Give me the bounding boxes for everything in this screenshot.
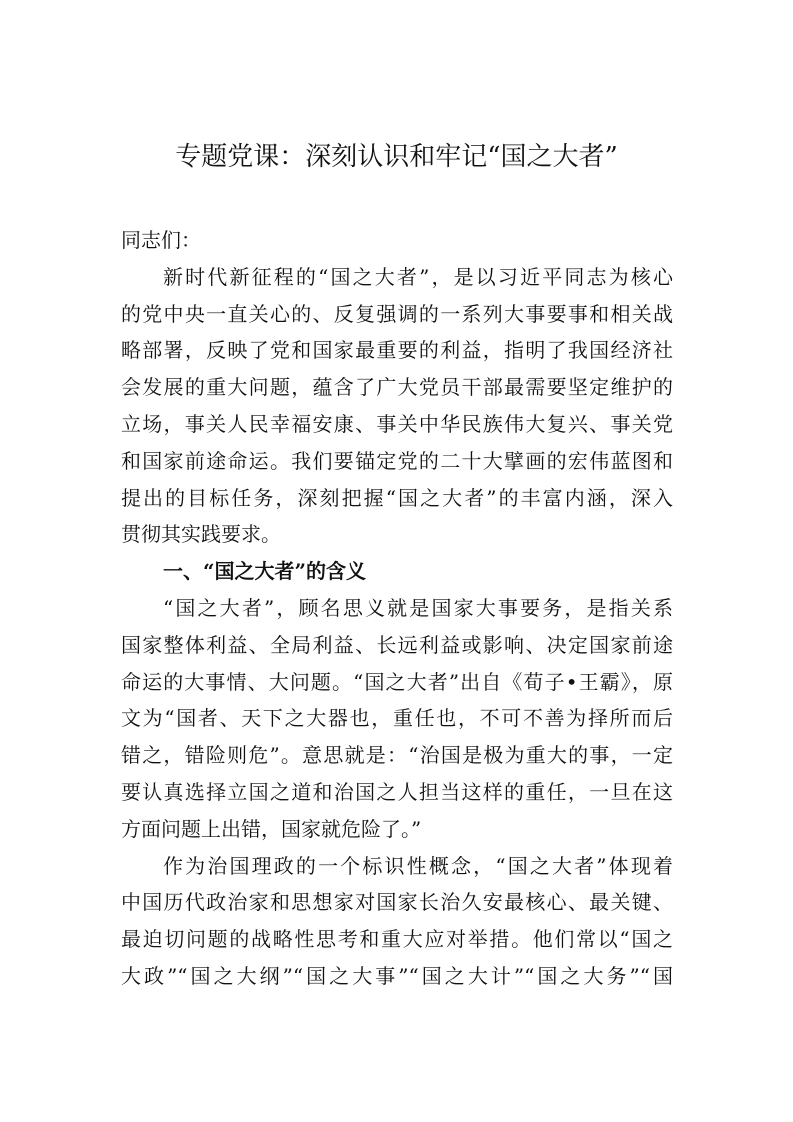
text-line: 作为治国理政的一个标识性概念，“国之大者”体现着 — [163, 853, 673, 878]
text-line: 新时代新征程的“国之大者”，是以习近平同志为核心 — [163, 264, 673, 289]
text-line: 和国家前途命运。我们要锚定党的二十大擘画的宏伟蓝图和 — [121, 448, 673, 473]
text-line: 要认真选择立国之道和治国之人担当这样的重任，一旦在这 — [121, 779, 673, 804]
text-line: 命运的大事情、大问题。“国之大者”出自《荀子•王霸》，原 — [121, 669, 673, 694]
document-body — [121, 222, 673, 995]
text-line: 的党中央一直关心的、反复强调的一系列大事要事和相关战 — [121, 301, 673, 326]
section-heading: 一、“国之大者”的含义 — [163, 559, 367, 584]
document-title: 专题党课：深刻认识和牢记“国之大者” — [175, 142, 618, 172]
text-line: 国家整体利益、全局利益、长远利益或影响、决定国家前途 — [121, 632, 673, 657]
text-line: 贯彻其实践要求。 — [121, 522, 281, 547]
text-line: 略部署，反映了党和国家最重要的利益，指明了我国经济社 — [121, 338, 673, 363]
text-line: 大政”“国之大纲”“国之大事”“国之大计”“国之大务”“国 — [121, 963, 673, 988]
text-line: 文为“国者、天下之大器也，重任也，不可不善为择所而后 — [121, 706, 673, 731]
text-line: 会发展的重大问题，蕴含了广大党员干部最需要坚定维护的 — [121, 375, 673, 400]
paragraph-concept — [121, 848, 673, 995]
salutation: 同志们： — [121, 228, 201, 252]
text-line: 错之，错险则危”。意思就是：“治国是极为重大的事，一定 — [121, 743, 673, 768]
text-line: 立场，事关人民幸福安康、事关中华民族伟大复兴、事关党 — [121, 411, 673, 436]
text-line: 方面问题上出错，国家就危险了。” — [121, 816, 422, 841]
paragraph-meaning — [121, 590, 673, 848]
text-line: “国之大者”，顾名思义就是国家大事要务，是指关系 — [163, 595, 673, 620]
text-line: 中国历代政治家和思想家对国家长治久安最核心、最关键、 — [121, 890, 673, 915]
paragraph-intro — [121, 259, 673, 553]
text-line: 最迫切问题的战略性思考和重大应对举措。他们常以“国之 — [121, 927, 673, 952]
text-line: 提出的目标任务，深刻把握“国之大者”的丰富内涵，深入 — [121, 485, 673, 510]
